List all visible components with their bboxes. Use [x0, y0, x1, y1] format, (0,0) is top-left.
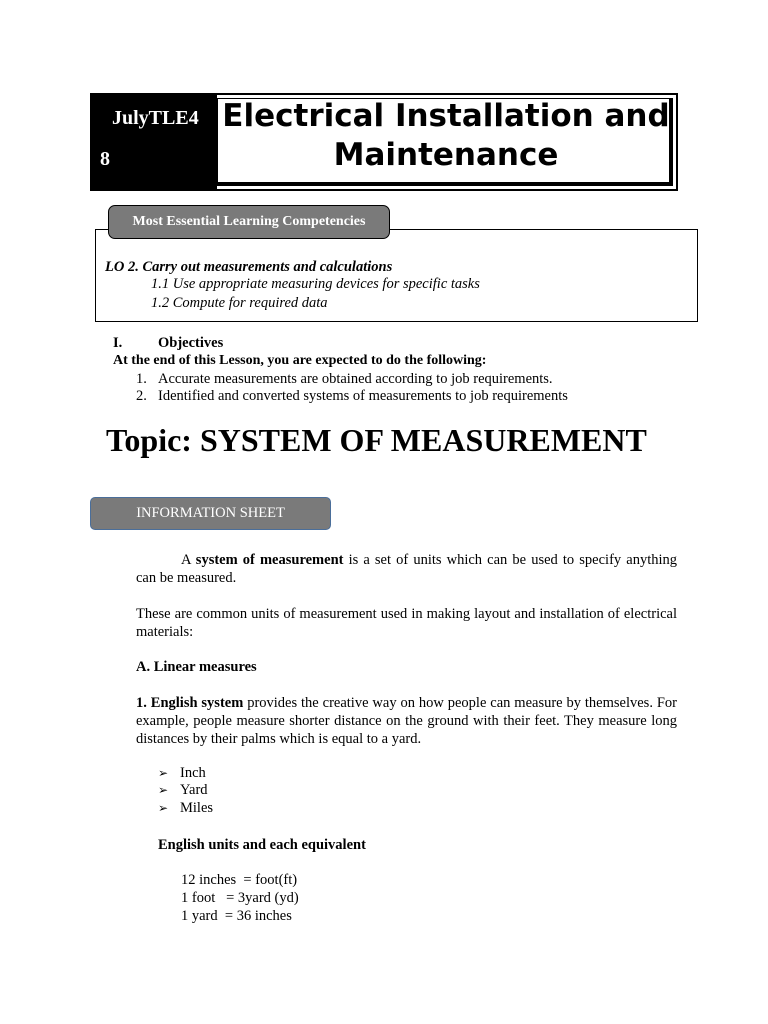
document-title-line2: Maintenance: [333, 137, 559, 173]
objective-text: Identified and converted systems of measurements to job requirements: [158, 388, 568, 404]
list-item-text: Yard: [180, 782, 208, 798]
equivalent-item: 12 inches = foot(ft): [181, 872, 298, 888]
competency-item: 1.1 Use appropriate measuring devices for specific tasks: [151, 276, 480, 292]
information-sheet-tab: INFORMATION SHEET: [90, 497, 331, 530]
document-title: [217, 97, 675, 175]
english-system-paragraph: [136, 694, 677, 748]
common-units-paragraph: These are common units of measurement used in making layout and installation of electrical materials:: [136, 606, 677, 640]
objectives-heading: Objectives: [158, 335, 224, 351]
definition-pre: A: [181, 552, 196, 568]
definition-text: is a set of units which can be used to specify anything can be measured.: [136, 552, 678, 586]
definition-term: system of measurement: [195, 552, 344, 568]
header-code-line2: 8: [100, 148, 110, 170]
learning-outcome: LO 2. Carry out measurements and calculations: [105, 259, 393, 275]
list-item-text: Miles: [180, 800, 214, 816]
english-system-term: 1. English system: [136, 695, 244, 711]
competencies-tab: Most Essential Learning Competencies: [108, 205, 390, 239]
arrowhead-bullet-icon: ➢: [158, 801, 169, 815]
competency-item: 1.2 Compute for required data: [151, 295, 328, 311]
linear-measures-heading: A. Linear measures: [136, 659, 257, 675]
list-item: [158, 782, 208, 799]
english-system-text: provides the creative way on how people can measure by themselves. For example, people measure shorter distance on the ground with their feet. They measure long distances by their palms which is equal to a yard.: [136, 695, 677, 747]
list-item-text: Inch: [180, 765, 206, 781]
objectives-intro: At the end of this Lesson, you are expected to do the following:: [113, 353, 487, 368]
arrowhead-bullet-icon: ➢: [158, 783, 169, 797]
topic-heading: Topic: SYSTEM OF MEASUREMENT: [106, 422, 647, 458]
equivalent-item: 1 yard = 36 inches: [181, 908, 292, 924]
objective-text: Accurate measurements are obtained according to job requirements.: [158, 371, 553, 387]
header-code-line1: JulyTLE4: [112, 107, 199, 129]
arrowhead-bullet-icon: ➢: [158, 766, 169, 780]
equivalent-item: 1 foot = 3yard (yd): [181, 890, 299, 906]
objective-number: 2.: [136, 388, 147, 404]
definition-paragraph: [136, 551, 677, 587]
document-title-line1: Electrical Installation and: [222, 98, 670, 134]
objective-item: [136, 388, 568, 405]
list-item: [158, 800, 213, 817]
objective-item: [136, 371, 553, 388]
english-units-heading: English units and each equivalent: [158, 837, 366, 853]
list-item: [158, 765, 206, 782]
objectives-number: I.: [113, 335, 123, 351]
objective-number: 1.: [136, 371, 147, 387]
